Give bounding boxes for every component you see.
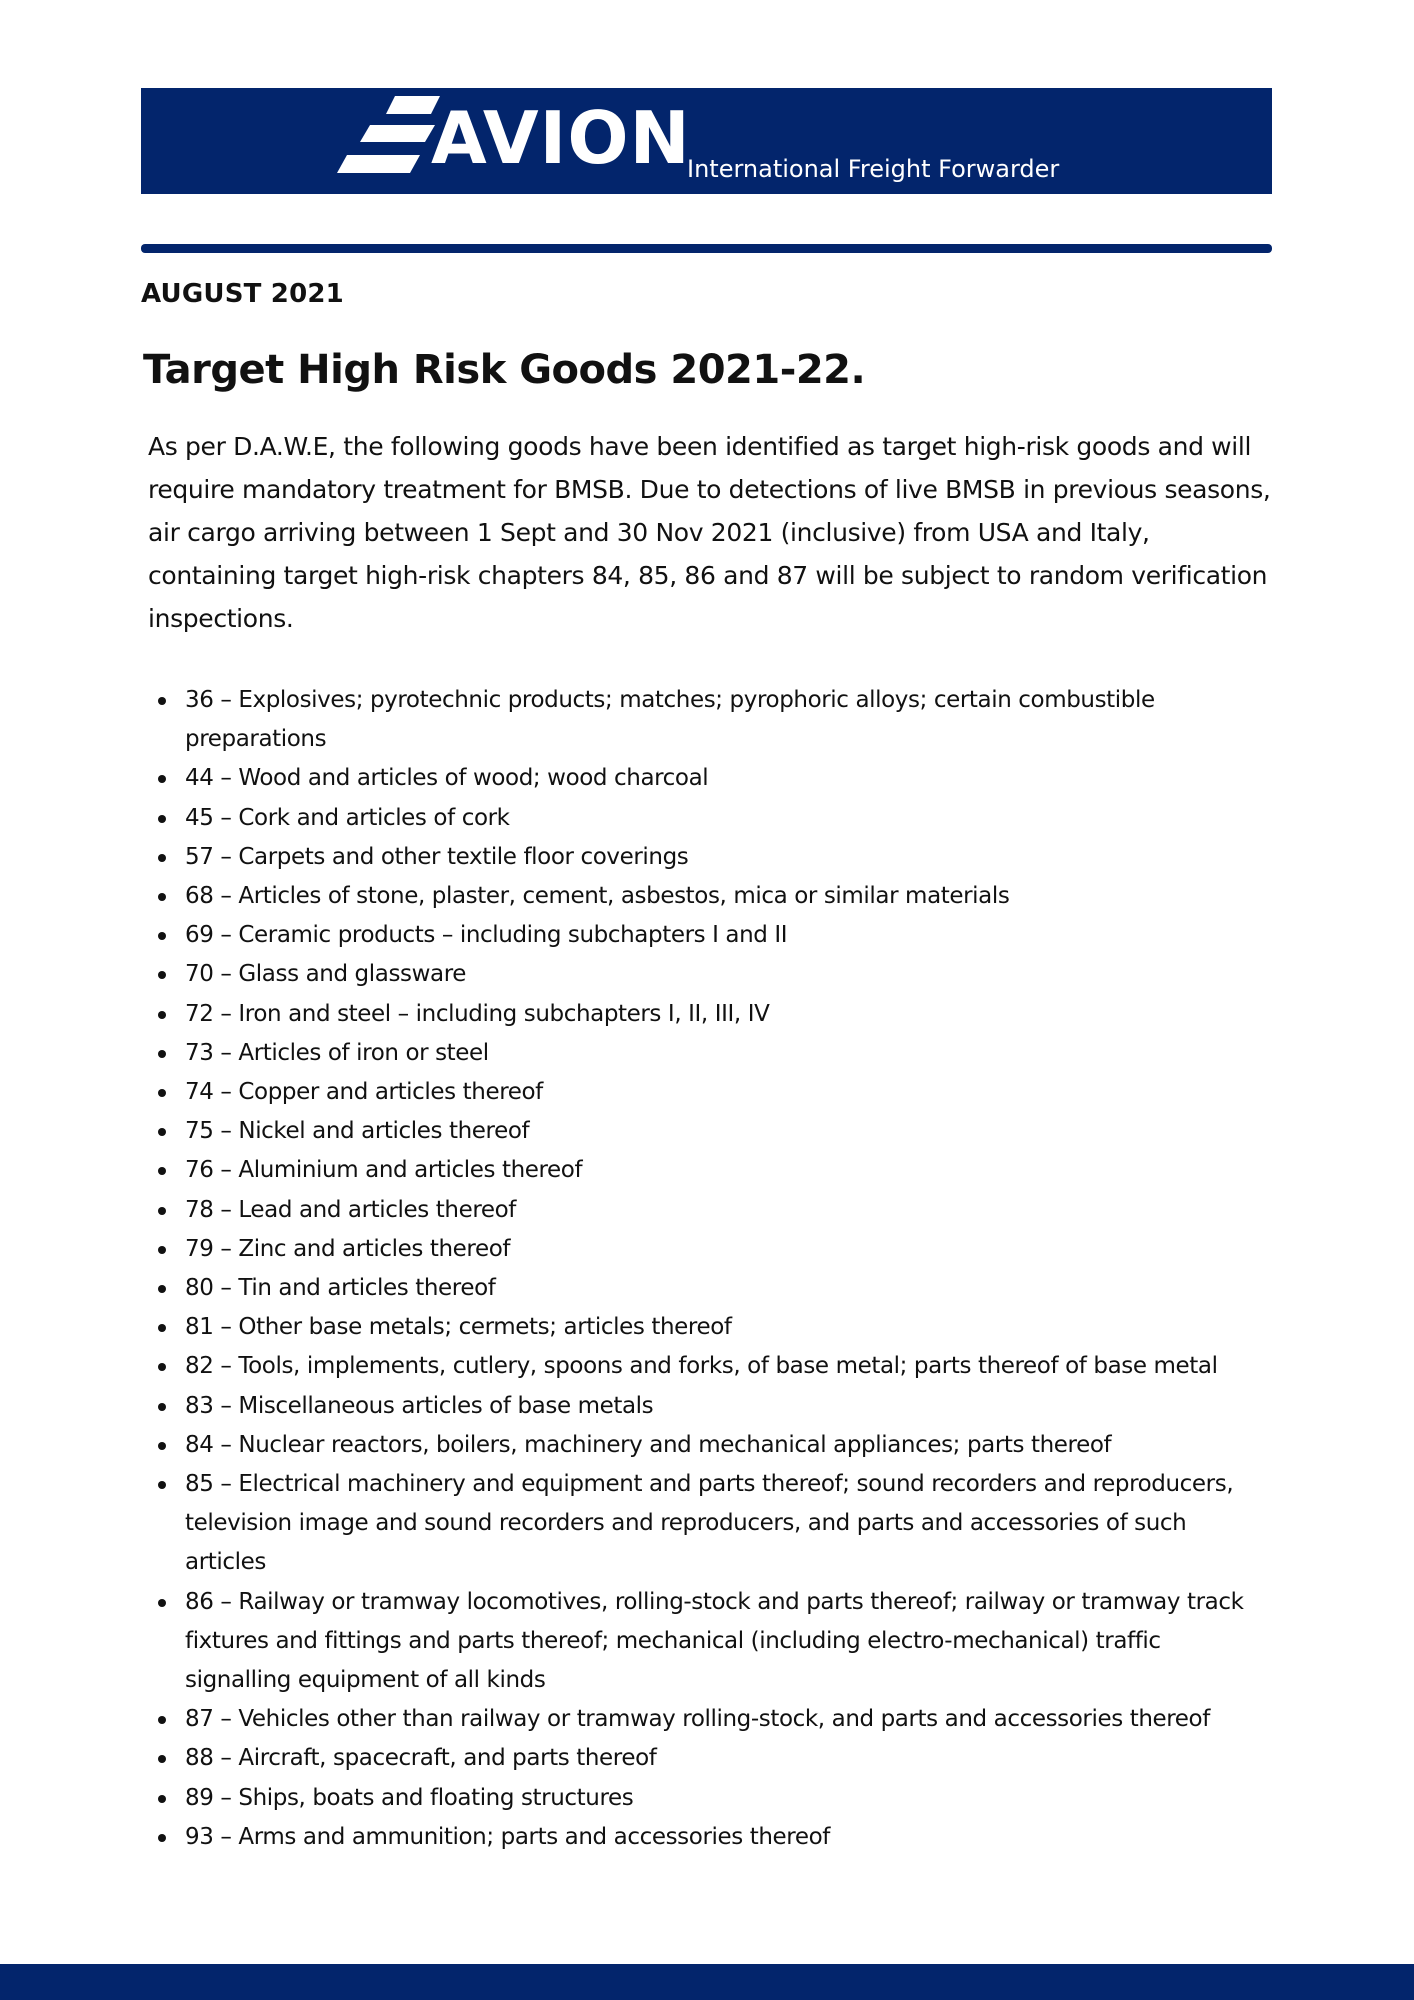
footer-bar (0, 1964, 1414, 2000)
header-divider (141, 244, 1272, 253)
logo-text: AVION (431, 96, 691, 180)
goods-list-item: 79 – Zinc and articles thereof (185, 1230, 1270, 1269)
header-banner (141, 88, 1272, 194)
goods-list (185, 681, 1270, 1857)
goods-list-item: 74 – Copper and articles thereof (185, 1073, 1270, 1112)
goods-list-item: 80 – Tin and articles thereof (185, 1269, 1270, 1308)
intro-paragraph: As per D.A.W.E, the following goods have been identified as target high-risk goods and will require mandatory treatment for BMSB. Due to detections of live BMSB in previous seasons, air cargo arriving between 1 Sept and 30 Nov 2021 (inclusive) from USA and Italy, containing target high-risk chapters 84, 85, 86 and 87 will be subject to random verification inspections. (148, 432, 1271, 633)
goods-list-item: 75 – Nickel and articles thereof (185, 1112, 1270, 1151)
goods-list-item: 68 – Articles of stone, plaster, cement, asbestos, mica or similar materials (185, 877, 1270, 916)
goods-list-item: 87 – Vehicles other than railway or tramway rolling-stock, and parts and accessories thereof (185, 1700, 1270, 1739)
goods-list-item: 57 – Carpets and other textile floor coverings (185, 838, 1270, 877)
goods-list-item: 83 – Miscellaneous articles of base metals (185, 1387, 1270, 1426)
goods-list-item: 88 – Aircraft, spacecraft, and parts thereof (185, 1739, 1270, 1778)
goods-list-item: 81 – Other base metals; cermets; articles thereof (185, 1308, 1270, 1347)
goods-list-item: 82 – Tools, implements, cutlery, spoons and forks, of base metal; parts thereof of base metal (185, 1347, 1270, 1386)
document-date: AUGUST 2021 (141, 279, 344, 309)
goods-list-item: 72 – Iron and steel – including subchapters I, II, III, IV (185, 995, 1270, 1034)
goods-list-item: 70 – Glass and glassware (185, 955, 1270, 994)
header-tagline: International Freight Forwarder (687, 155, 1060, 183)
goods-list-item: 73 – Articles of iron or steel (185, 1034, 1270, 1073)
goods-list-item: 93 – Arms and ammunition; parts and accessories thereof (185, 1818, 1270, 1857)
goods-list-item: 44 – Wood and articles of wood; wood charcoal (185, 759, 1270, 798)
goods-list-item: 69 – Ceramic products – including subchapters I and II (185, 916, 1270, 955)
goods-list-item: 76 – Aluminium and articles thereof (185, 1151, 1270, 1190)
goods-list-item: 36 – Explosives; pyrotechnic products; matches; pyrophoric alloys; certain combustible preparations (185, 681, 1270, 759)
goods-list-item: 86 – Railway or tramway locomotives, rolling-stock and parts thereof; railway or tramway track fixtures and fittings and parts thereof; mechanical (including electro-mechanical) traffic signalling equipment of all kinds (185, 1583, 1270, 1701)
goods-list-item: 89 – Ships, boats and floating structures (185, 1779, 1270, 1818)
page-title: Target High Risk Goods 2021-22. (143, 347, 866, 393)
goods-list-item: 45 – Cork and articles of cork (185, 799, 1270, 838)
goods-list-item: 78 – Lead and articles thereof (185, 1191, 1270, 1230)
goods-list-item: 85 – Electrical machinery and equipment and parts thereof; sound recorders and reproducers, television image and sound recorders and reproducers, and parts and accessories of such articles (185, 1465, 1270, 1583)
goods-list-item: 84 – Nuclear reactors, boilers, machinery and mechanical appliances; parts thereof (185, 1426, 1270, 1465)
